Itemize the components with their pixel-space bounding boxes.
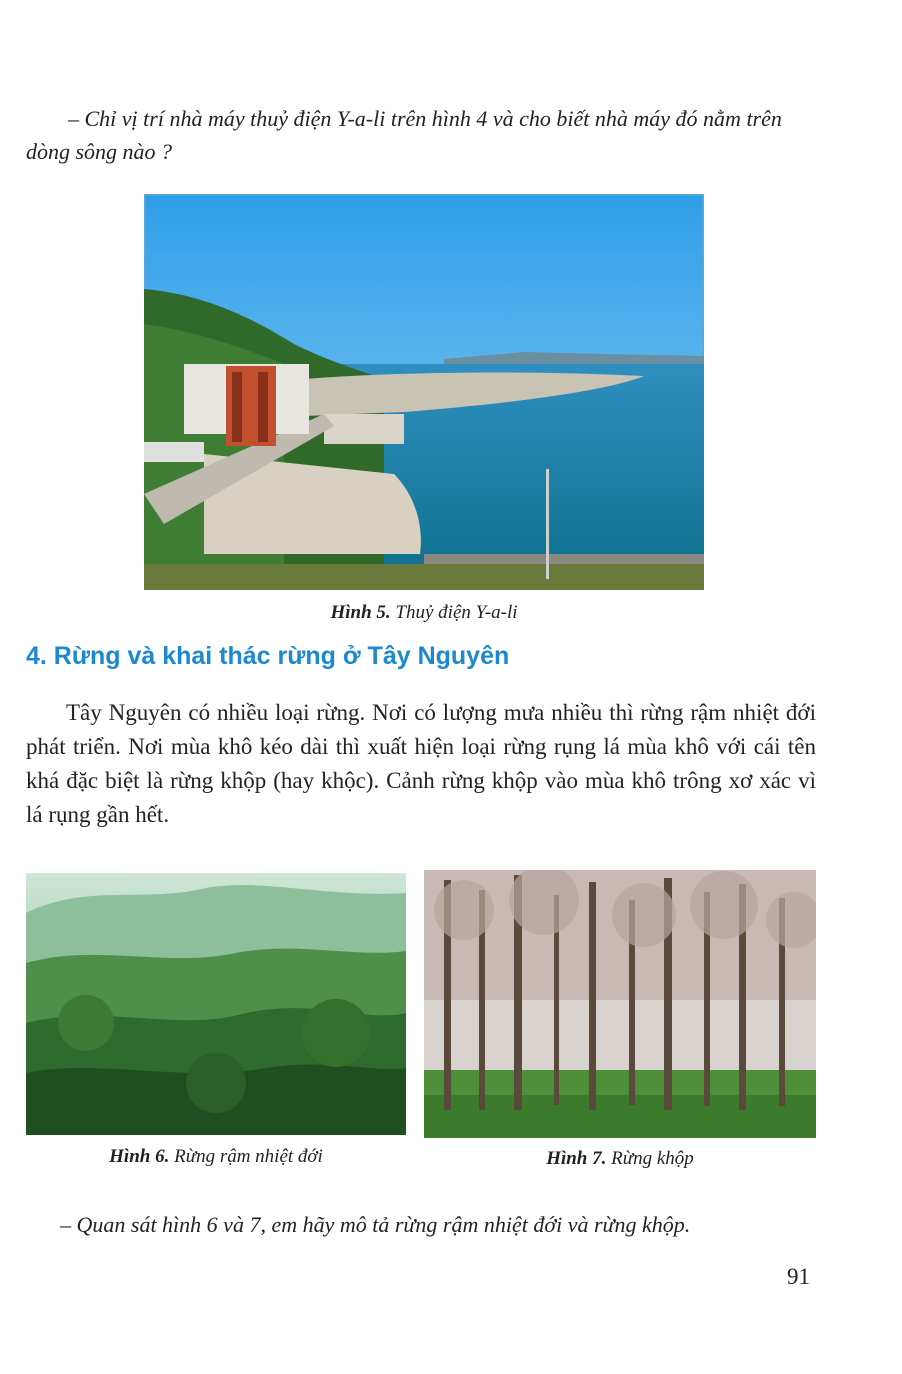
page-number: 91 (787, 1264, 810, 1289)
figure-5-caption (144, 602, 704, 624)
body-paragraph: Tây Nguyên có nhiều loại rừng. Nơi có lượng mưa nhiều thì rừng rậm nhiệt đới phát triển. Nơi mùa khô kéo dài thì xuất hiện loại rừng rụng lá mùa khô với cái tên khá đặc biệt là rừng khộp (hay khộc). Cảnh rừng khộp vào mùa khô trông xơ xác vì lá rụng gần hết. (26, 700, 816, 827)
figure-5-dam-photo (144, 194, 704, 590)
figure-7-caption (424, 1148, 816, 1170)
figure-6-rainforest-photo (26, 873, 406, 1135)
question-bottom: – Quan sát hình 6 và 7, em hãy mô tả rừng rậm nhiệt đới và rừng khộp. (60, 1212, 691, 1237)
figure-6-title: Rừng rậm nhiệt đới (174, 1146, 323, 1167)
section-heading: 4. Rừng và khai thác rừng ở Tây Nguyên (26, 642, 510, 670)
figure-6-caption (26, 1146, 406, 1168)
figure-5-title: Thuỷ điện Y-a-li (395, 602, 518, 623)
figure-7-label: Hình 7. (546, 1148, 607, 1169)
figure-6-label: Hình 6. (109, 1146, 170, 1167)
figure-5-label: Hình 5. (330, 602, 391, 623)
figure-7-title: Rừng khộp (611, 1148, 694, 1169)
figure-7-dry-forest-photo (424, 870, 816, 1138)
question-top: – Chỉ vị trí nhà máy thuỷ điện Y-a-li trên hình 4 và cho biết nhà máy đó nằm trên dòng sông nào ? (26, 106, 782, 164)
